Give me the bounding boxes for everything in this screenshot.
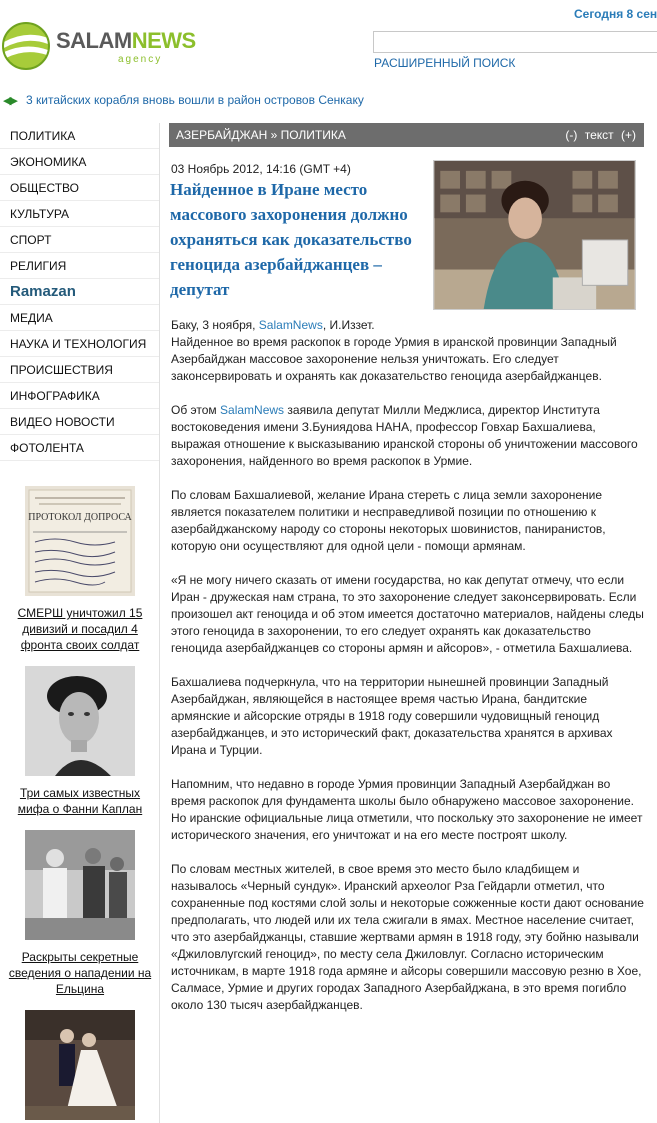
sidebar-item-economy[interactable]: ЭКОНОМИКА xyxy=(0,149,159,175)
fanny-kaplan-portrait-image[interactable] xyxy=(25,666,135,776)
sidebar-item-culture[interactable]: КУЛЬТУРА xyxy=(0,201,159,227)
promo-column xyxy=(0,478,160,1123)
article-title: Найденное в Иране место массового захоронения должно охраняться как доказательство геноцида азербайджанцев – депутат xyxy=(170,180,412,299)
article-body xyxy=(171,317,644,1031)
article-paragraph xyxy=(171,402,644,470)
sidebar-item-video-news[interactable]: ВИДЕО НОВОСТИ xyxy=(0,409,159,435)
yeltsin-photo-image[interactable] xyxy=(25,830,135,940)
promo-caption[interactable]: Раскрыты секретные сведения о нападении на Ельцина xyxy=(8,950,152,996)
site-logo[interactable] xyxy=(0,20,200,70)
sidebar-item-photo-feed[interactable]: ФОТОЛЕНТА xyxy=(0,435,159,461)
text-increase-button[interactable]: (+) xyxy=(621,128,636,142)
article-photo xyxy=(433,160,636,310)
text-size-control xyxy=(561,128,636,142)
article-paragraph: Напомним, что недавно в городе Урмия провинции Западный Азербайджан во время раскопок для фундамента школы было обнаружено массовое захоронение. Но иранские официальные лица отметили, что поскольку это захоронение не имеет исторического значения, его уничтожат и на его месте построят школу. xyxy=(171,777,643,842)
paragraph-prefix: Об этом xyxy=(171,403,221,417)
logo-salam: SALAM xyxy=(56,28,132,53)
sidebar-nav xyxy=(0,123,160,478)
article-timestamp: 03 Ноябрь 2012, 14:16 (GMT +4) xyxy=(171,162,351,176)
article-section-bar xyxy=(169,123,644,147)
sidebar-item-religion[interactable]: РЕЛИГИЯ xyxy=(0,253,159,279)
article-paragraph: По словам местных жителей, в свое время это место было кладбищем и называлось «Черный сундук». Иранский археолог Рза Гейдарли отметил, что сохраненные под костями слой золы и некоторые сожженные кости дают основание предполагать, что людей или их тела сжигали в ямах. Местное население считает, что это азербайджанцы, ставшие жертвами армян в 1918 году, эту бойню называли «Джиловлугский геноцид», по месту села Джиловлуг. Согласно историческим источникам, в марте 1918 года армяне и айсоры совершили массовую резню в Хое, Салмасе, Урмие и других городах Западного Азербайджана, в это время погибло около 130 тысяч азербайджанцев. xyxy=(171,862,644,1012)
dateline-prefix: Баку, 3 ноября, xyxy=(171,318,259,332)
wedding-photo-image[interactable] xyxy=(25,1010,135,1120)
logo-agency: agency xyxy=(118,54,163,65)
globe-logo-icon xyxy=(0,20,52,72)
article-paragraph: «Я не могу ничего сказать от имени государства, но как депутат отмечу, что если Иран - дружеская нам страна, то это захоронение следует законсервировать. Если произошел акт геноцида и об этом имеется достаточно материалов, найдены следы этого геноцида в захоронении, то его следует охранять как доказательство геноцида азербайджанцев со стороны армян и айсоров», - отметила Бахшалиева. xyxy=(171,573,644,655)
sidebar-item-media[interactable]: МЕДИА xyxy=(0,305,159,331)
sidebar-item-ramazan[interactable]: Ramazan xyxy=(0,279,159,305)
site-header xyxy=(0,0,657,88)
today-date: Сегодня 8 сен xyxy=(574,7,657,21)
breadcrumb[interactable]: АЗЕРБАЙДЖАН » ПОЛИТИКА xyxy=(176,128,346,142)
article-paragraph: По словам Бахшалиевой, желание Ирана стереть с лица земли захоронение является показателем политики и несправедливой позиции по отношению к азербайджанскому народу со стороны некоторых шовинистов, панираниcтов, которую они осуществляют для одной цели - помощи армянам. xyxy=(171,488,606,553)
text-size-label: текст xyxy=(584,128,614,142)
logo-wordmark xyxy=(56,28,196,54)
sidebar-item-science[interactable]: НАУКА И ТЕХНОЛОГИЯ xyxy=(0,331,159,357)
promo-caption[interactable]: Три самых известных мифа о Фанни Каплан xyxy=(17,786,143,816)
advanced-search-link[interactable]: РАСШИРЕННЫЙ ПОИСК xyxy=(374,56,516,70)
dateline-author: , И.Иззет. xyxy=(322,318,375,332)
double-chevron-icon[interactable]: ◀▶ xyxy=(3,95,16,107)
salamnews-link[interactable]: SalamNews xyxy=(220,403,285,417)
sidebar-item-incidents[interactable]: ПРОИСШЕСТВИЯ xyxy=(0,357,159,383)
article-paragraph: Бахшалиева подчеркнула, что на территории нынешней провинции Западный Азербайджан, являющейся в настоящее время частью Ирана, бандитские армянские и айсорские отряды в 1918 году совершили чудовищный геноцид азербайджанцев, и это исторический факт, доказательства хранятся в архивах Ирана и Турции. xyxy=(171,675,613,757)
article-paragraph: Найденное во время раскопок в городе Урмия в иранской провинции Западный Азербайджан массовое захоронение нельзя уничтожать. Его следует законсервировать и охранять как доказательство геноцида азербайджанцев. xyxy=(171,335,617,383)
news-ticker xyxy=(0,91,657,111)
text-decrease-button[interactable]: (-) xyxy=(565,128,578,142)
sidebar-item-sport[interactable]: СПОРТ xyxy=(0,227,159,253)
article-dateline xyxy=(171,317,644,334)
sidebar-item-society[interactable]: ОБЩЕСТВО xyxy=(0,175,159,201)
protocol-document-image[interactable] xyxy=(25,486,135,596)
sidebar-item-infographics[interactable]: ИНФОГРАФИКА xyxy=(0,383,159,409)
paragraph-text: заявила депутат Милли Меджлиса, директор Института востоковедения имени З.Буниядова НАНА, профессор Говхар Бахшалиева, выражая отношение к высказыванию иранской стороны об уничтожении массового захоронения, найденного во время раскопок в Урмие. xyxy=(171,403,638,468)
salamnews-link[interactable]: SalamNews xyxy=(258,318,323,332)
promo-caption[interactable]: СМЕРШ уничтожил 15 дивизий и посадил 4 фронта своих солдат xyxy=(17,606,143,652)
protocol-doc-title: ПРОТОКОЛ ДОПРОСА xyxy=(28,512,132,523)
ticker-headline[interactable]: 3 китайских корабля вновь вошли в район островов Сенкаку xyxy=(26,93,364,107)
search-input[interactable] xyxy=(373,31,657,53)
logo-news: NEWS xyxy=(131,28,196,53)
sidebar-item-politics[interactable]: ПОЛИТИКА xyxy=(0,123,159,149)
